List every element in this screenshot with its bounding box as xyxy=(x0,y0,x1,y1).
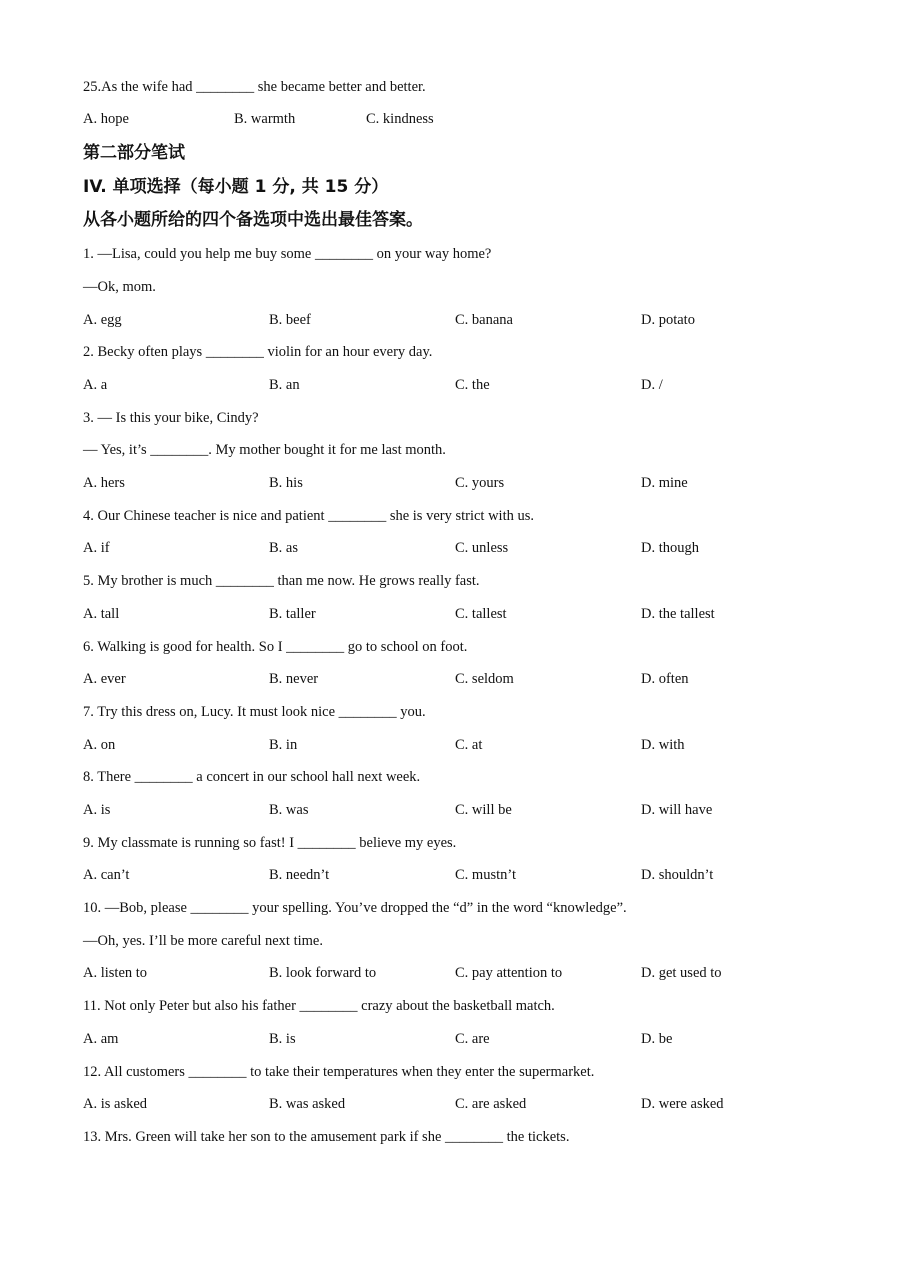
option-a: A. listen to xyxy=(83,965,148,981)
option-c: C. pay attention to xyxy=(455,965,563,981)
option-c: C. are asked xyxy=(455,1096,527,1112)
question-3-reply: — Yes, it’s ________. My mother bought it for me last month. xyxy=(83,442,446,458)
option-b: B. was asked xyxy=(269,1096,346,1112)
question-4-stem: 4. Our Chinese teacher is nice and patient ________ she is very strict with us. xyxy=(83,508,535,524)
option-d: D. the tallest xyxy=(641,606,715,622)
option-a: A. if xyxy=(83,540,110,556)
option-c: C. will be xyxy=(455,802,512,818)
question-5-options xyxy=(83,604,843,624)
option-a: A. can’t xyxy=(83,867,130,883)
option-a: A. egg xyxy=(83,312,122,328)
question-7-options xyxy=(83,735,843,755)
question-1-options xyxy=(83,310,843,330)
question-13-stem: 13. Mrs. Green will take her son to the amusement park if she ________ the tickets. xyxy=(83,1129,570,1145)
option-c: C. tallest xyxy=(455,606,507,622)
option-c: C. at xyxy=(455,737,483,753)
question-4-options xyxy=(83,538,843,558)
question-25-stem: 25.As the wife had ________ she became better and better. xyxy=(83,79,426,95)
section-instruction: 从各小题所给的四个备选项中选出最佳答案。 xyxy=(83,210,423,230)
option-a: A. on xyxy=(83,737,116,753)
question-10-reply: —Oh, yes. I’ll be more careful next time. xyxy=(83,933,323,949)
question-11-stem: 11. Not only Peter but also his father ________ crazy about the basketball match. xyxy=(83,998,555,1014)
option-b: B. in xyxy=(269,737,298,753)
question-10-stem: 10. —Bob, please ________ your spelling. You’ve dropped the “d” in the word “knowledge”. xyxy=(83,900,627,916)
question-2-stem: 2. Becky often plays ________ violin for an hour every day. xyxy=(83,344,433,360)
question-10-options xyxy=(83,963,843,983)
option-c: C. the xyxy=(455,377,490,393)
option-d: D. / xyxy=(641,377,663,393)
question-1-stem: 1. —Lisa, could you help me buy some ________ on your way home? xyxy=(83,246,492,262)
question-9-options xyxy=(83,865,843,885)
option-d: D. potato xyxy=(641,312,695,328)
option-c: C. banana xyxy=(455,312,513,328)
option-b: B. his xyxy=(269,475,303,491)
option-c: C. mustn’t xyxy=(455,867,516,883)
option-a: A. am xyxy=(83,1031,119,1047)
section-title: IV. 单项选择（每小题 1 分, 共 15 分） xyxy=(83,177,389,197)
option-d: D. with xyxy=(641,737,685,753)
question-8-options xyxy=(83,800,843,820)
option-c: C. seldom xyxy=(455,671,514,687)
question-6-stem: 6. Walking is good for health. So I ________ go to school on foot. xyxy=(83,639,468,655)
option-c: C. yours xyxy=(455,475,505,491)
option-d: D. get used to xyxy=(641,965,722,981)
option-b: B. warmth xyxy=(234,111,296,127)
question-7-stem: 7. Try this dress on, Lucy. It must look nice ________ you. xyxy=(83,704,426,720)
question-8-stem: 8. There ________ a concert in our school hall next week. xyxy=(83,769,421,785)
option-b: B. never xyxy=(269,671,319,687)
question-9-stem: 9. My classmate is running so fast! I ________ believe my eyes. xyxy=(83,835,457,851)
option-c: C. unless xyxy=(455,540,509,556)
part-title: 第二部分笔试 xyxy=(83,143,185,163)
option-a: A. tall xyxy=(83,606,120,622)
option-b: B. an xyxy=(269,377,300,393)
option-d: D. were asked xyxy=(641,1096,724,1112)
question-2-options xyxy=(83,375,843,395)
option-d: D. will have xyxy=(641,802,713,818)
option-d: D. be xyxy=(641,1031,673,1047)
option-d: D. often xyxy=(641,671,689,687)
question-6-options xyxy=(83,669,843,689)
question-3-options xyxy=(83,473,843,493)
option-b: B. taller xyxy=(269,606,316,622)
question-3-stem: 3. — Is this your bike, Cindy? xyxy=(83,410,259,426)
option-b: B. is xyxy=(269,1031,296,1047)
option-a: A. hope xyxy=(83,111,129,127)
option-d: D. mine xyxy=(641,475,688,491)
option-c: C. kindness xyxy=(366,111,434,127)
option-b: B. was xyxy=(269,802,309,818)
option-a: A. is xyxy=(83,802,111,818)
question-12-stem: 12. All customers ________ to take their temperatures when they enter the supermarket. xyxy=(83,1064,595,1080)
option-a: A. ever xyxy=(83,671,126,687)
option-a: A. a xyxy=(83,377,108,393)
option-a: A. is asked xyxy=(83,1096,148,1112)
option-b: B. needn’t xyxy=(269,867,330,883)
question-25-options xyxy=(83,109,843,129)
option-b: B. look forward to xyxy=(269,965,377,981)
question-12-options xyxy=(83,1094,843,1114)
option-c: C. are xyxy=(455,1031,490,1047)
option-a: A. hers xyxy=(83,475,125,491)
option-b: B. as xyxy=(269,540,298,556)
question-1-reply: —Ok, mom. xyxy=(83,279,156,295)
option-d: D. though xyxy=(641,540,699,556)
question-5-stem: 5. My brother is much ________ than me now. He grows really fast. xyxy=(83,573,480,589)
option-b: B. beef xyxy=(269,312,311,328)
question-11-options xyxy=(83,1029,843,1049)
option-d: D. shouldn’t xyxy=(641,867,714,883)
